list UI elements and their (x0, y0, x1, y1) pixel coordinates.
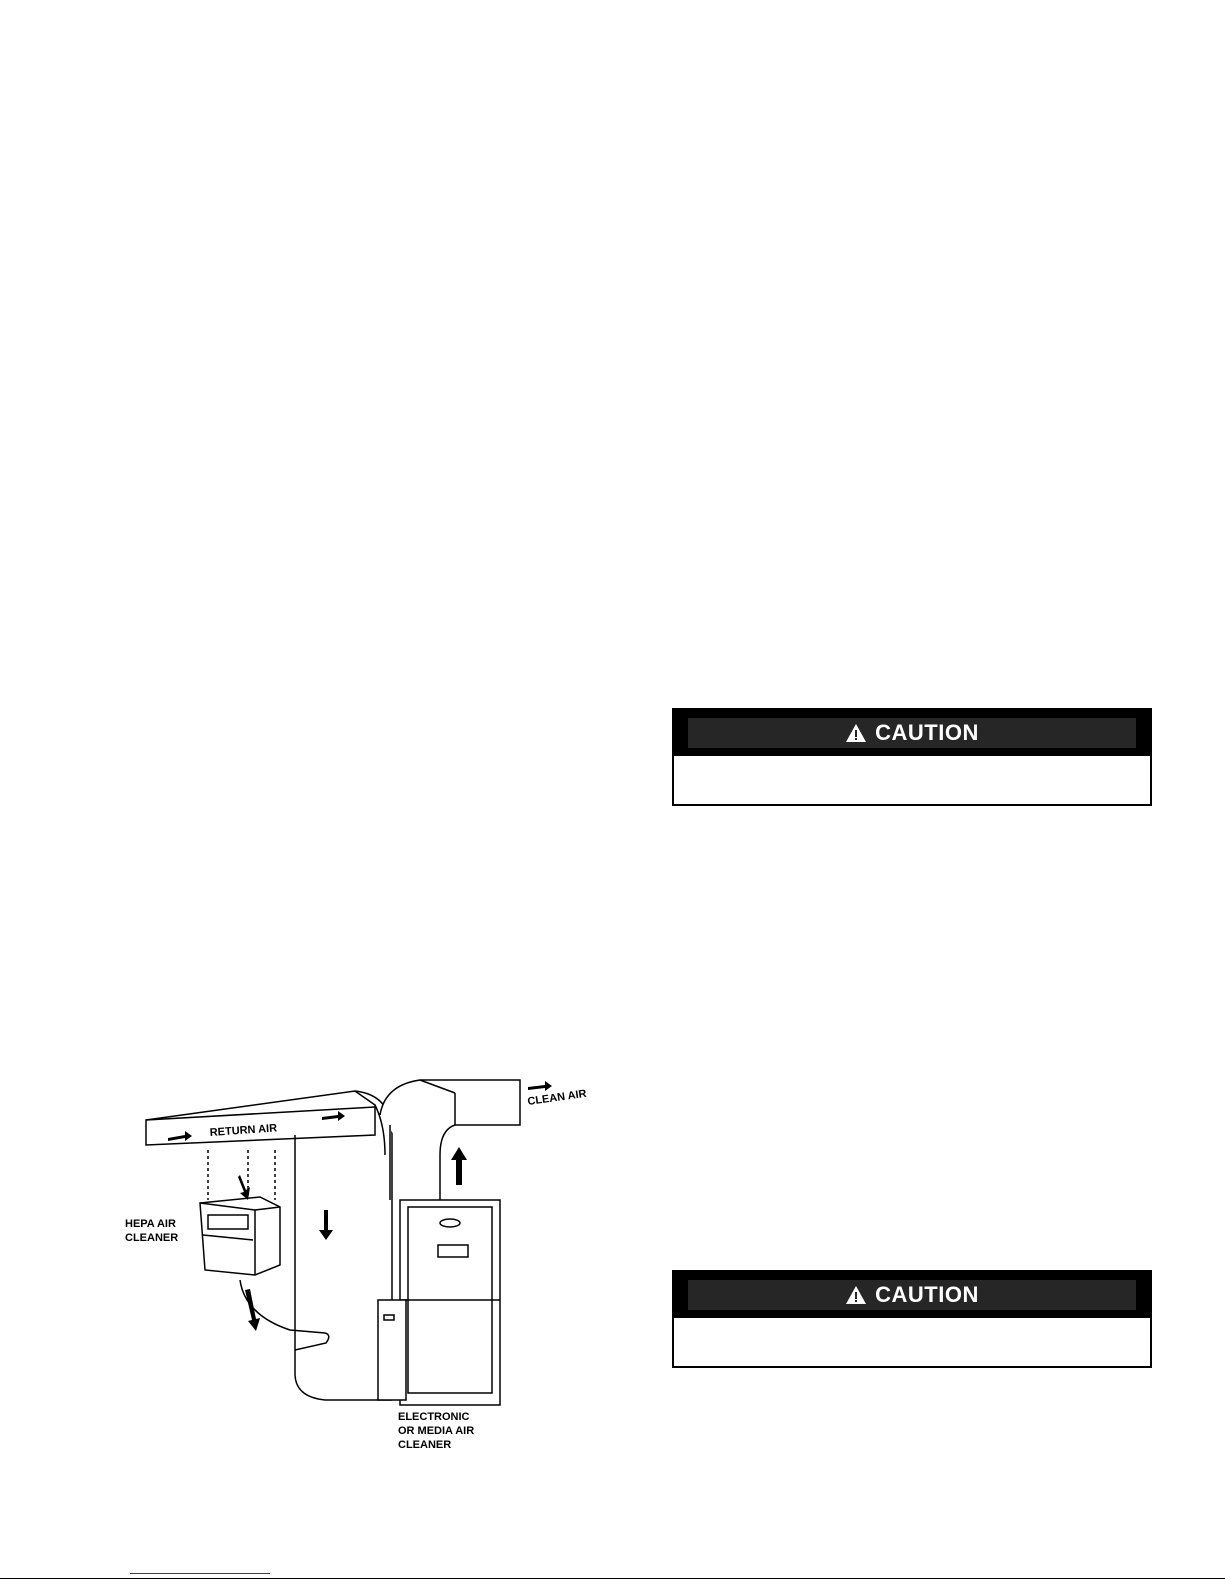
caution-header-inner (688, 1280, 1136, 1310)
air-cleaner-diagram (100, 1075, 620, 1475)
footer-rule (0, 1578, 1225, 1579)
caution-header (674, 1272, 1150, 1318)
electronic-label-line1: ELECTRONIC (398, 1411, 470, 1423)
return-air-label: RETURN AIR (209, 1122, 278, 1139)
warning-triangle-icon (845, 723, 867, 743)
caution-title: CAUTION (875, 720, 979, 745)
caution-header-inner (688, 718, 1136, 748)
footer-link-underline[interactable] (130, 1573, 270, 1574)
electronic-label-line3: CLEANER (398, 1439, 452, 1451)
hepa-label-line2: CLEANER (125, 1232, 179, 1244)
caution-box (672, 708, 1152, 806)
electronic-label-line2: OR MEDIA AIR (398, 1425, 475, 1437)
caution-header (674, 710, 1150, 756)
hepa-label-line1: HEPA AIR (125, 1218, 176, 1230)
clean-air-label: CLEAN AIR (526, 1087, 588, 1108)
warning-triangle-icon (845, 1285, 867, 1305)
caution-box (672, 1270, 1152, 1368)
caution-title: CAUTION (875, 1282, 979, 1307)
